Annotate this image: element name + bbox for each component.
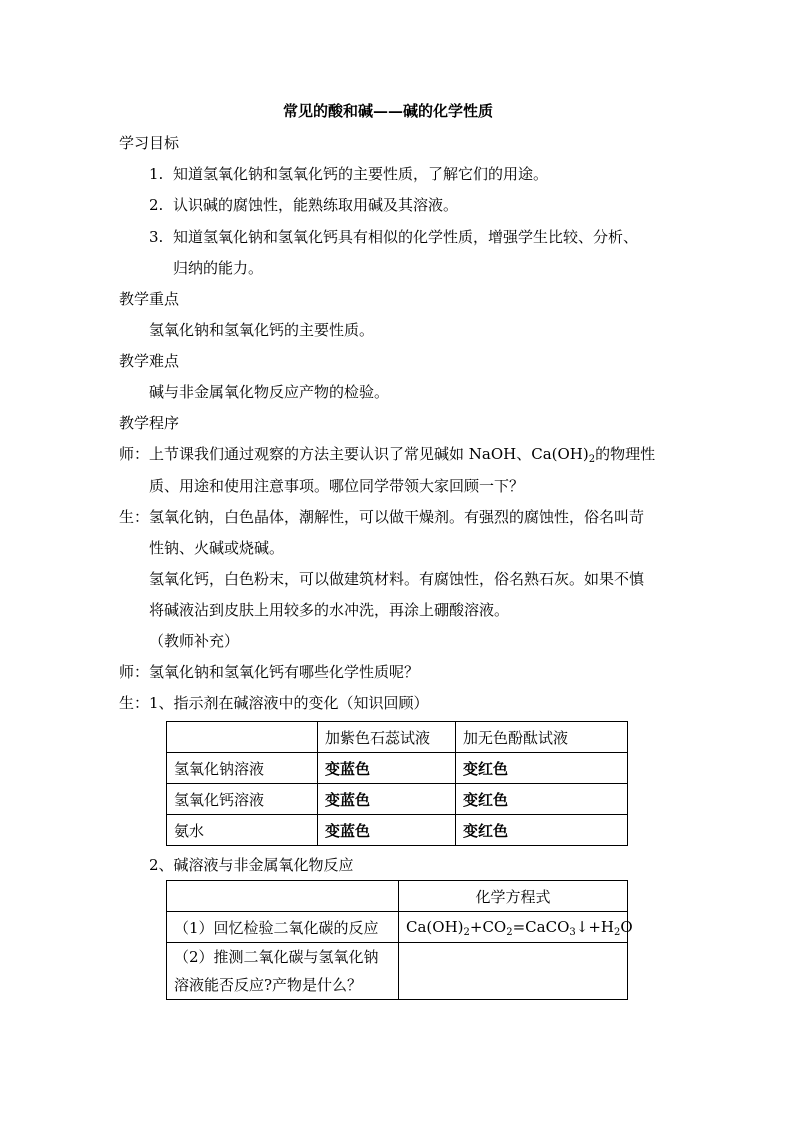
teacher-line-text: 师：上节课我们通过观察的方法主要认识了常见碱如 NaOH、Ca(OH) <box>119 445 589 463</box>
table-cell <box>167 943 399 1000</box>
student-answer-1: 生：1、指示剂在碱溶液中的变化（知识回顾） <box>119 694 429 712</box>
table-cell: 氢氧化钠溶液 <box>167 753 318 784</box>
objective-text-continued: 归纳的能力。 <box>173 259 264 277</box>
table-cell: 变蓝色 <box>318 784 456 815</box>
table-row <box>167 912 628 943</box>
table-row <box>167 784 628 815</box>
student-paragraph: 氢氧化钙，白色粉末，可以做建筑材料。有腐蚀性，俗名熟石灰。如果不慎 <box>149 570 645 588</box>
table-cell: 氢氧化钙溶液 <box>167 784 318 815</box>
table-header-row <box>167 881 628 912</box>
table-cell-line: 溶液能否反应?产物是什么？ <box>174 976 363 994</box>
table-row <box>167 815 628 846</box>
equation-cell-empty <box>399 943 628 1000</box>
subscript: 2 <box>588 454 596 465</box>
table-header-cell: 加紫色石蕊试液 <box>318 722 456 753</box>
reaction-table <box>166 880 633 1000</box>
table-cell: 氨水 <box>167 815 318 846</box>
equation-part: Ca(OH) <box>406 918 464 936</box>
student-paragraph-continued: 将碱液沾到皮肤上用较多的水冲洗，再涂上硼酸溶液。 <box>149 601 510 619</box>
objectives-heading: 学习目标 <box>119 134 180 152</box>
objective-number: 2. <box>149 196 164 214</box>
table-cell: 变蓝色 <box>318 753 456 784</box>
page-title: 常见的酸和碱——碱的化学性质 <box>283 102 494 120</box>
objective-text: 知道氢氧化钠和氢氧化钙具有相似的化学性质，增强学生比较、分析、 <box>173 228 639 246</box>
table-cell-line: （2）推测二氧化碳与氢氧化钠 <box>174 948 379 966</box>
key-point-heading: 教学重点 <box>119 290 180 308</box>
equation-part: O <box>620 918 633 936</box>
teacher-supplement: （教师补充） <box>149 632 240 650</box>
table-row <box>167 753 628 784</box>
key-point-text: 氢氧化钠和氢氧化钙的主要性质。 <box>149 321 375 339</box>
table-header-cell <box>167 722 318 753</box>
teacher-line <box>119 444 655 464</box>
subscript: 2 <box>506 927 513 938</box>
difficulty-text: 碱与非金属氧化物反应产物的检验。 <box>149 383 390 401</box>
table-cell: 变红色 <box>456 753 628 784</box>
equation-part: =CaCO <box>512 918 570 936</box>
equation-part: +CO <box>469 918 507 936</box>
table-cell: 变蓝色 <box>318 815 456 846</box>
teacher-question: 师：氢氧化钠和氢氧化钙有哪些化学性质呢？ <box>119 663 420 681</box>
table-cell: 变红色 <box>456 815 628 846</box>
table-cell: （1）回忆检验二氧化碳的反应 <box>167 912 399 943</box>
section-2-label: 2、碱溶液与非金属氧化物反应 <box>149 856 354 874</box>
subscript: 2 <box>463 927 470 938</box>
table-header-row <box>167 722 628 753</box>
teacher-line-text-end: 的物理性 <box>595 445 656 463</box>
table-header-cell <box>167 881 399 912</box>
equation-cell <box>399 912 633 943</box>
subscript: 2 <box>613 927 621 938</box>
teacher-line-continued: 质、用途和使用注意事项。哪位同学带领大家回顾一下？ <box>149 477 525 495</box>
table-row <box>167 943 628 1000</box>
indicator-table <box>166 721 628 846</box>
difficulty-heading: 教学难点 <box>119 352 180 370</box>
objective-text: 知道氢氧化钠和氢氧化钙的主要性质，了解它们的用途。 <box>173 165 549 183</box>
student-line-continued: 性钠、火碱或烧碱。 <box>149 539 285 557</box>
objective-text: 认识碱的腐蚀性，能熟练取用碱及其溶液。 <box>173 196 459 214</box>
table-cell: 变红色 <box>456 784 628 815</box>
student-line: 生：氢氧化钠，白色晶体，潮解性，可以做干燥剂。有强烈的腐蚀性，俗名叫苛 <box>119 508 645 526</box>
objective-number: 1. <box>149 165 164 183</box>
objective-number: 3. <box>149 228 164 246</box>
subscript: 3 <box>569 927 576 938</box>
procedure-heading: 教学程序 <box>119 414 180 432</box>
equation-part: ↓+H <box>575 918 614 936</box>
table-header-cell: 加无色酚酞试液 <box>456 722 628 753</box>
table-header-cell: 化学方程式 <box>399 881 628 912</box>
